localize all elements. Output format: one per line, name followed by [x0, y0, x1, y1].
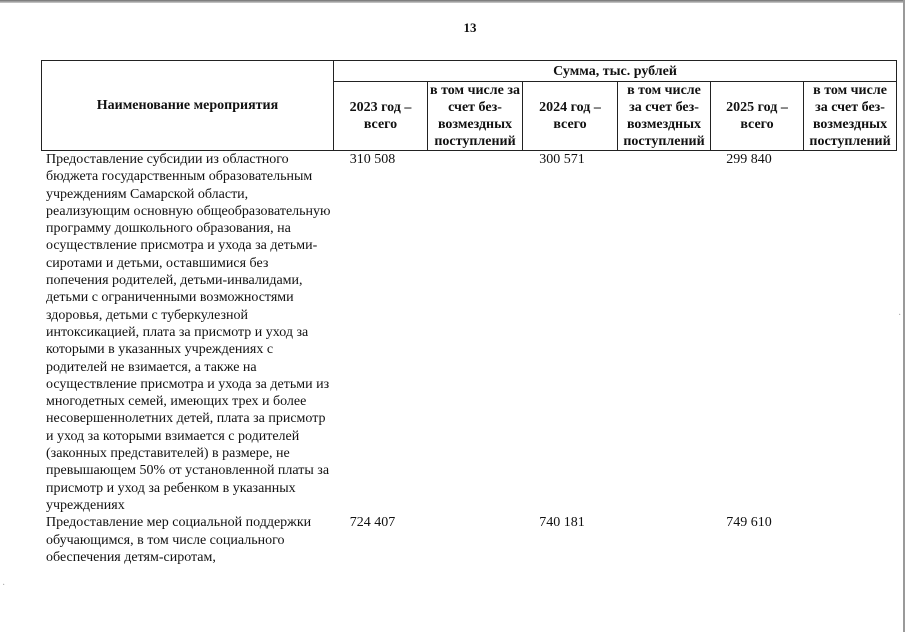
header-2025-grants: в том числе за счет без-возмездных поступлений [804, 82, 897, 151]
scan-edge-top [0, 0, 905, 3]
row-2024-grants [618, 514, 711, 566]
header-2025-total: 2025 год – всего [711, 82, 804, 151]
row-2025-grants [804, 151, 897, 515]
scan-speck: · [2, 580, 6, 591]
row-2025-total: 299 840 [726, 152, 772, 167]
row-2023-total: 724 407 [349, 515, 396, 531]
row-2025-grants [804, 514, 897, 566]
row-2024-total: 300 571 [539, 152, 585, 167]
row-2024-total: 740 181 [539, 515, 585, 531]
row-2023-grants [428, 151, 523, 515]
header-2023-total: 2023 год – всего [334, 82, 428, 151]
table-row [42, 151, 897, 515]
page-number: 13 [463, 20, 477, 35]
row-2023-total: 310 508 [349, 152, 396, 167]
header-name-column: Наименование мероприятия [42, 61, 334, 151]
header-2024-total: 2024 год – всего [523, 82, 618, 151]
row-name: Предоставление субсидии из областного бюджета государственным образовательным учреждениям Самарской области, реализующим основную общеобразовательную программу дошкольного образования, на осуществление присмотра и ухода за детьми-сиротами и детьми, оставшимися без попечения родителей, детьми-инвалидами, детьми с ограниченными возможностями здоровья, детьми с туберкулезной интоксикацией, плата за присмотр и уход за которыми в указанных учреждениях с родителей не взимается, а также на осуществление присмотра и ухода за детьми из многодетных семей, имеющих трех и более несовершеннолетних детей, плата за присмотр и уход за которыми взимается с родителей (законных представителей) в размере, не превышающем 50% от установленной платы за присмотр и уход за ребенком в указанных учреждениях [46, 152, 331, 513]
row-name: Предоставление мер социальной поддержки обучающимся, в том числе социального обеспечения детям-сиротам, [46, 515, 312, 565]
header-sum-group: Сумма, тыс. рублей [334, 61, 897, 82]
header-2024-grants: в том числе за счет без-возмездных поступлений [618, 82, 711, 151]
table-row [42, 514, 897, 566]
row-2024-grants [618, 151, 711, 515]
row-2023-grants [428, 514, 523, 566]
budget-table [41, 60, 897, 566]
header-2023-grants: в том числе за счет без-возмездных поступлений [428, 82, 523, 151]
row-2025-total: 749 610 [726, 515, 772, 531]
scan-speck: · [898, 310, 902, 321]
